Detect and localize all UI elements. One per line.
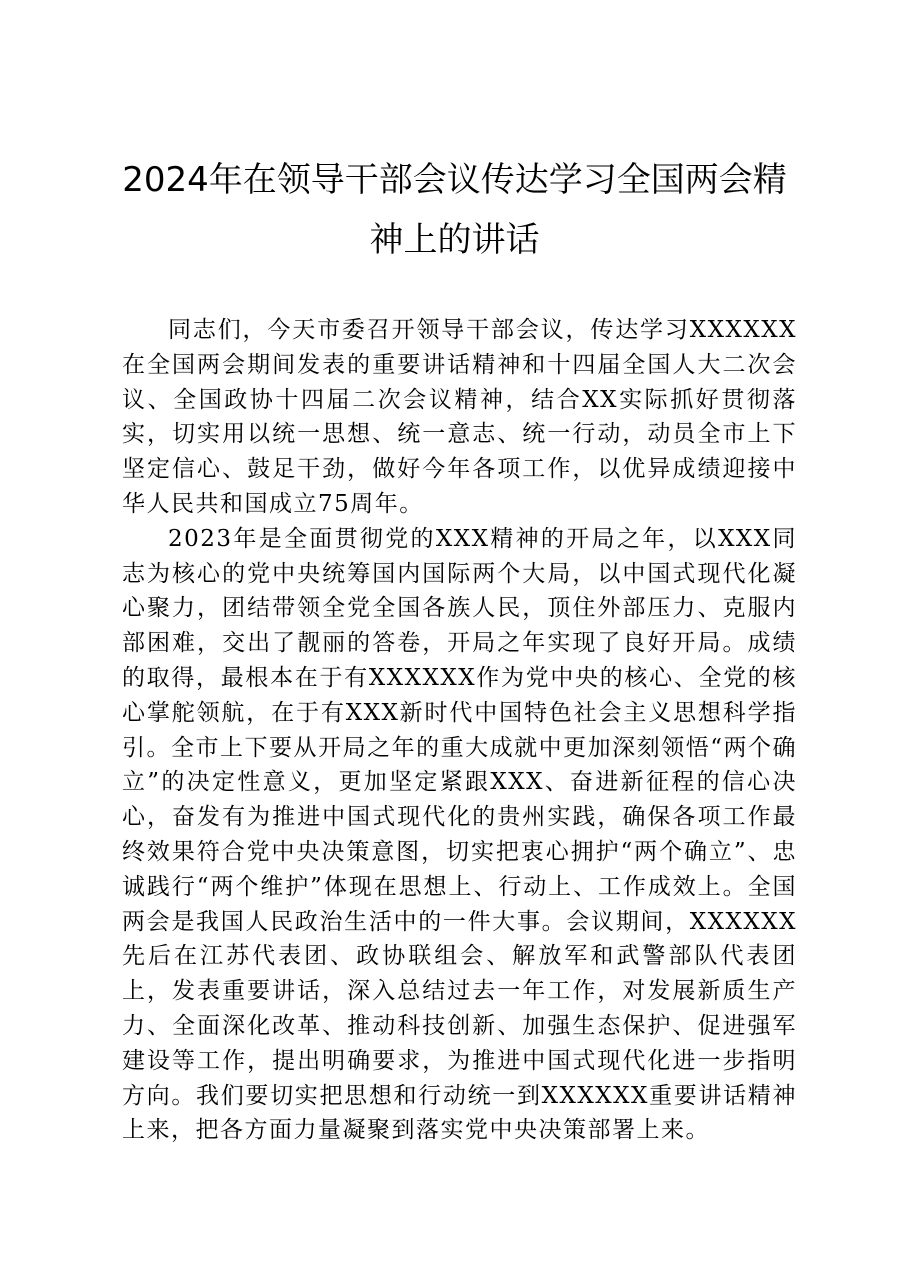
paragraph-1: 同志们，今天市委召开领导干部会议，传达学习XXXXXX在全国两会期间发表的重要讲话精神和十四届全国人大二次会议、全国政协十四届二次会议精神，结合XX实际抓好贯彻落实，切实用以统一思想、统一意志、统一行动，动员全市上下坚定信心、鼓足干劲，做好今年各项工作，以优异成绩迎接中华人民共和国成立75周年。 — [122, 317, 797, 517]
document-body — [122, 313, 797, 1148]
document-title — [100, 150, 809, 270]
title-line-2: 神上的讲话 — [369, 220, 540, 260]
paragraph-2: 2023年是全面贯彻党的XXX精神的开局之年，以XXX同志为核心的党中央统筹国内国际两个大局，以中国式现代化凝心聚力，团结带领全党全国各族人民，顶住外部压力、克服内部困难，交出了靓丽的答卷，开局之年实现了良好开局。成绩的取得，最根本在于有XXXXXX作为党中央的核心、全党的核心掌舵领航，在于有XXX新时代中国特色社会主义思想科学指引。全市上下要从开局之年的重大成就中更加深刻领悟“两个确立”的决定性意义，更加坚定紧跟XXX、奋进新征程的信心决心，奋发有为推进中国式现代化的贵州实践，确保各项工作最终效果符合党中央决策意图，切实把衷心拥护“两个确立”、忠诚践行“两个维护”体现在思想上、行动上、工作成效上。全国两会是我国人民政治生活中的一件大事。会议期间，XXXXXX先后在江苏代表团、政协联组会、解放军和武警部队代表团上，发表重要讲话，深入总结过去一年工作，对发展新质生产力、全面深化改革、推动科技创新、加强生态保护、促进强军建设等工作，提出明确要求，为推进中国式现代化进一步指明方向。我们要切实把思想和行动统一到XXXXXX重要讲话精神上来，把各方面力量凝聚到落实党中央决策部署上来。 — [122, 525, 797, 1144]
title-line-1: 2024年在领导干部会议传达学习全国两会精 — [122, 160, 787, 200]
